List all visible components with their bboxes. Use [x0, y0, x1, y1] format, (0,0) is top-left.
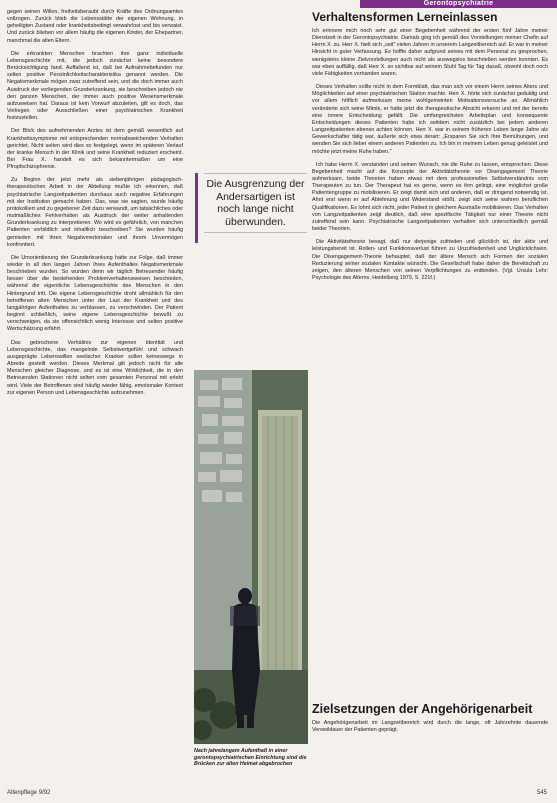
right-text-column-bottom — [312, 702, 548, 740]
section-heading: Verhaltensformen Lerneinlassen — [312, 10, 498, 24]
left-text-column — [7, 9, 183, 403]
paragraph: Der Blick des aufnehmenden Arztes ist dem gemäß wesentlich auf Krankheitssymptome mit entsprechenden normabweichenden Verhalten gerichtet. Nicht selten wird dies so festgelegt, wenn im späteren Verlauf der kranke Mensch in der Klinik und seine Krankheit reduziert erscheint. Bei Frau X. handelt es sich bekanntermaßen um eine Pfropfschizophrenie. — [7, 128, 183, 171]
pull-quote — [195, 173, 307, 243]
right-text-column — [312, 9, 548, 288]
footer-issue: Altenpflege 9/92 — [7, 790, 51, 796]
photo-caption: Nach jahrelangem Aufenthalt in einer gerontopsychiatrischen Einrichtung sind die Brücken zur alten Heimat abgebrochen — [194, 748, 307, 768]
photo-illustration — [194, 370, 308, 744]
paragraph: Die Aktivitätstheorie besagt, daß nur derjenige zufrieden und glücklich ist, der aktiv und leistungsbereit ist. Rollen- und Funktionsverlust führen zu Unzufriedenheit und Unglücklichsein. Die Disengagement-Theorie behauptet, daß der ältere Mensch sich Formen der sozialen Reduzierung seiner sozialen Kontakte wünscht. Die Gesellschaft habe daher die Bereitschaft zu zeigen, den älteren Menschen von seinen Verpflichtungen zu entbinden. (Vgl. Ursula Lehr: Psychologie des Alterns, Heidelberg 1979, S. 221f.) — [312, 239, 548, 281]
paragraph: Das gebrochene Verhältnis zur eigenen Identität und Lebensgeschichte, das mangelnde Selbstwertgefühl und schwach ausgeprägte Lebenswillen seelischer Kranker sollen keineswegs in Abrede gestellt werden. Dieses Merkmal gilt jedoch nicht für alle Menschen gleicher Diagnose, und es ist eine Wirklichkeit, die in den Betreuenden Stationen nicht selten vom gesamten Personal mit erlebt wird. Viele der Betroffenen sind häufig wieder fähig, emotionaler Kontext zur eigenen Person und Lebensgeschichte aufzunehmen. — [7, 339, 183, 396]
section-heading: Zielsetzungen der Angehörigenarbeit — [312, 702, 533, 716]
photo-man-in-doorway — [194, 370, 308, 744]
section-header-tab: Gerontopsychiatrie — [360, 0, 557, 8]
paragraph: Dieses Verhalten sollte nicht in dem Formblatt, das man sich vor einem Herrn seines Alters und Möglichkeiten auf einer psychiatrischen Station machte. Herr X. hörte sich zunächst geduldig und vor allem höflich aufmerksam meine wohlgemeinten Motivationsversuche an. Allmählich veränderte sich seine Mimik, er hatte jetzt die therapeutische Absicht erkannt und mit der bereits eine innere Entscheidung gefällt. Die umfangreichsten Arbeitsplan und konsequente Entscheidungen dieses Patienten habe ich seitdem nicht zusätzlich bei jedem anderen Langzeitpatienten ebenso achten können. Herr X. war in seinem früheren Leben lange Jahre als Gewerkschafter tätig war, äußerte sich etwa derart: „Ersparen Sie sich Ihre Bemühungen, und wenden Sie sich lieber einem anderen Patienten zu. Ich bin in meinem Leben genug geleistet und möchte jetzt meine Ruhe haben." — [312, 84, 548, 155]
paragraph: Zu Beginn der jetzt mehr als siebenjährigen pädagogisch-therapeutischen Arbeit in der Abteilung mußte ich erkennen, daß psychiatrische Langzeitpatienten durchaus auch negative Erfahrungen mit der Institution gemacht haben. Das, was sie sagten, wurde häufig protokolliert und zu gegebener Zeit dazu verwandt, um tatsächliches oder mutmaßliches Fehlverhalten als Ausdruck der weiter anhaltenden Grunderkrankung zu interpretieren. Wo wird es gefährlich, von manchen Patienten vorbildlich und inhaltlich beschreiben? Sie wurden häufig gemieden mit ihren Negativmerkmalen und ihrem Unvermögen konfrontiert. — [7, 177, 183, 248]
paragraph: gegen seinen Willen, freiheitsberaubt durch Kräfte des Ordnungsamtes vollzogen. Zurück blieb die Lebensstätte der eigenen Wohnung, in geheiligten Zustand oder krankheitsbedingt verwahrlost und bis verwaist. Und zurück blieben vor allem häufig die eigenen Kinder, der Ehepartner, manchmal die alten Eltern. — [7, 9, 183, 44]
paragraph: Ich habe Herrn X. verstanden und seinen Wunsch, nie die Ruhe zu lassen, entsprochen. Diese Begebenheit macht auf die Konzepte der Aktivitätstheorie vor Disengagement Theorie aufmerksam, beide Theorien haben etwas mit dem professionellen Selbstverständnis vom Therapeuten zu tun. Der Therapeut hat es gerne, wenn es ihm gelingt, eine möglichst große Patientengruppe zu mobilisieren. Er zeigt damit sich und anderen, daß er dringend notwendig ist. Ahnt erst wenn er auf Ablehnung und Widerstand stößt, zeigt sich seine wahren beruflichen Qualifikationen. Es lohnt sich nicht, jeder Patient in gleichem Ausmaße mobilisieren. Das Verhalten von Langzeitpatienten zeigt deutlich, daß eine spezifische Tätigkeit nur einer Theorie nicht zutreffend sein kann. Psychiatrische Langzeitpatienten verhalten sich unterschiedlich gemäß beider Theorien. — [312, 161, 548, 233]
paragraph: Die Angehörigenarbeit im Langzeitbereich wird durch die lange, oft Jahrzehnte dauernde Verweildauer der Patienten geprägt. — [312, 720, 548, 734]
paragraph: Die erkrankten Menschen brachten ihre ganz individuelle Lebensgeschichte mit, die jedoch zunächst keine besondere Berücksichtigung fand. Auffallend ist, daß bei Aufnahmebefunden nur selten positive Persönlichkeitscharakteristika genannt werden. Die Negativmerkmale mögen zwar zutreffend sein, und die doch immer auch Ausdruck der vorliegenden Grunderkrankung, sie beschreiben jedoch nie den ganzen Menschen, der immer auch positive Wesensmerkmale aufzuweisen hat. Daraus ist kein Vorwurf abzuleiten, gilt es doch, das Vorliegen oder Ausschließen einer psychiatrischen Krankheit festzustellen. — [7, 50, 183, 122]
paragraph: Ich erinnere mich noch sehr gut einer Begebenheit während der ersten fünf Jahre meiner Dienstzeit in der Gerontopsychiatrie. Damals ging ich gemäß des Vorstellungen meiner Chefin auf Herrn X. zu. Herr X. hielt sich „seit" vielen Jahren in unserem Langzeitbereich auf. Er war in meiner Hinsicht in guter Verfassung. Es hoffte daher aufgrund seines mit dem Personal zu gesprochen, wenigstens kleine Zielvorstellungen auch nicht als auswegslos beschrieben werden konnten. Es war eben auffällig, daß Herr X. so sichtbar auf seinem Stuhl Tag für Tag dasaß, obwohl doch noch viele Fähigkeiten vorhanden waren. — [312, 28, 548, 77]
pull-quote-text: Die Ausgrenzung der Andersartigen ist noch lange nicht überwunden. — [204, 173, 307, 233]
paragraph: Die Umorientierung der Grunderkrankung hatte zur Folge, daß immer wieder in all den langen Jahren ihres Aufenthaltes Negativmerkmale beschrieben wurden. So wurden denn wir täglich Betreuender häufig besser über die bestehenden Problemverhaltensweisen beschieden, während die eigentliche Lebensgeschichte des Menschen in den Hintergrund tritt. Die eigene Lebensgeschichte droht allmählich für den betroffenen alten Menschen unter der Last der Krankheit und des langjährigen Aufenthaltes zu verblassen, zu verschwinden. Der Patient beginnt schließlich, seine eigene Lebensgeschichte bewußt zu verschweigen, da sie offensichtlich wenig Interesse und selten positive Wertschätzung erfährt. — [7, 254, 183, 333]
page-number: 545 — [536, 790, 547, 796]
